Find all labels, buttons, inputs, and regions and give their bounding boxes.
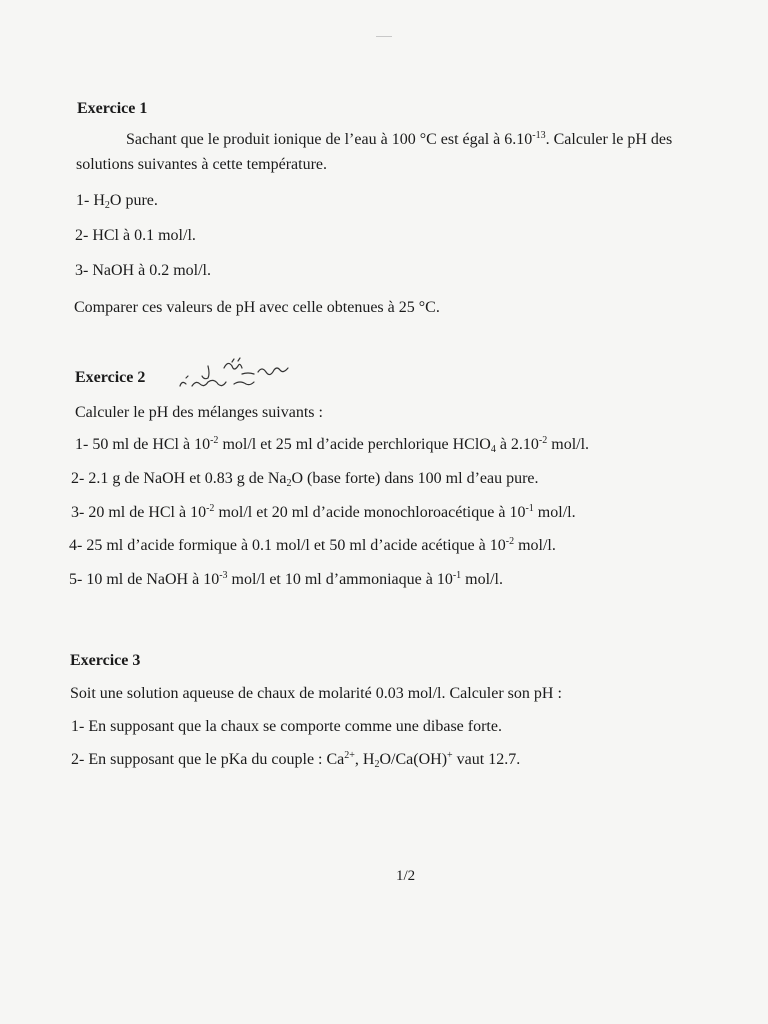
exercise-1-question-1: 1- $H_2O$ pure. bbox=[76, 192, 158, 211]
exercise-3-title: Exercice 3 bbox=[70, 652, 141, 669]
exercise-2-question-4: 4- 25 ml d’acide formique à 0.1 mol/l et 50 ml d’acide acétique à $10^{-2}$ mol/l. bbox=[69, 536, 556, 554]
exercise-2-question-2: 2- 2.1 g de NaOH et 0.83 g de $Na_2O$ (base forte) dans 100 ml d’eau pure. bbox=[71, 470, 539, 489]
exercise-1-intro-line1: Sachant que le produit ionique de l’eau à 100 °C est égal à $6.10^{-13}$. Calculer le pH des bbox=[126, 130, 673, 148]
exercise-2-question-5: 5- 10 ml de NaOH à $10^{-3}$ mol/l et 10 ml d’ammoniaque à $10^{-1}$ mol/l. bbox=[69, 570, 503, 588]
exercise-1-question-2: 2- HCl à 0.1 mol/l. bbox=[75, 227, 196, 244]
exercise-2-question-1: 1- 50 ml de HCl à $10^{-2}$ mol/l et 25 ml d’acide perchlorique HClO$_4$ à $2.10^{-2}$ mol/l. bbox=[75, 435, 590, 455]
exercise-1-question-3: 3- NaOH à 0.2 mol/l. bbox=[75, 262, 211, 279]
exercise-3-question-1: 1- En supposant que la chaux se comporte comme une dibase forte. bbox=[71, 718, 502, 735]
exercise-3-intro: Soit une solution aqueuse de chaux de molarité 0.03 mol/l. Calculer son pH : bbox=[70, 685, 562, 702]
exercise-2-title: Exercice 2 bbox=[75, 369, 146, 386]
handwritten-note-icon bbox=[172, 356, 302, 398]
exercise-3-question-2: 2- En supposant que le pKa du couple : $Ca^{2+}$, $H_2O/Ca(OH)^+$ vaut 12.7. bbox=[71, 750, 521, 770]
exercise-1-title: Exercice 1 bbox=[77, 100, 148, 117]
page-number: 1/2 bbox=[396, 868, 416, 884]
exercise-2-intro: Calculer le pH des mélanges suivants : bbox=[75, 404, 323, 421]
exercise-2-question-3: 3- 20 ml de HCl à $10^{-2}$ mol/l et 20 ml d’acide monochloroacétique à $10^{-1}$ mol/l. bbox=[71, 503, 576, 521]
exercise-1-compare: Comparer ces valeurs de pH avec celle obtenues à 25 °C. bbox=[74, 299, 440, 316]
exercise-1-intro-line2: solutions suivantes à cette température. bbox=[76, 156, 328, 173]
scan-mark bbox=[376, 36, 392, 37]
